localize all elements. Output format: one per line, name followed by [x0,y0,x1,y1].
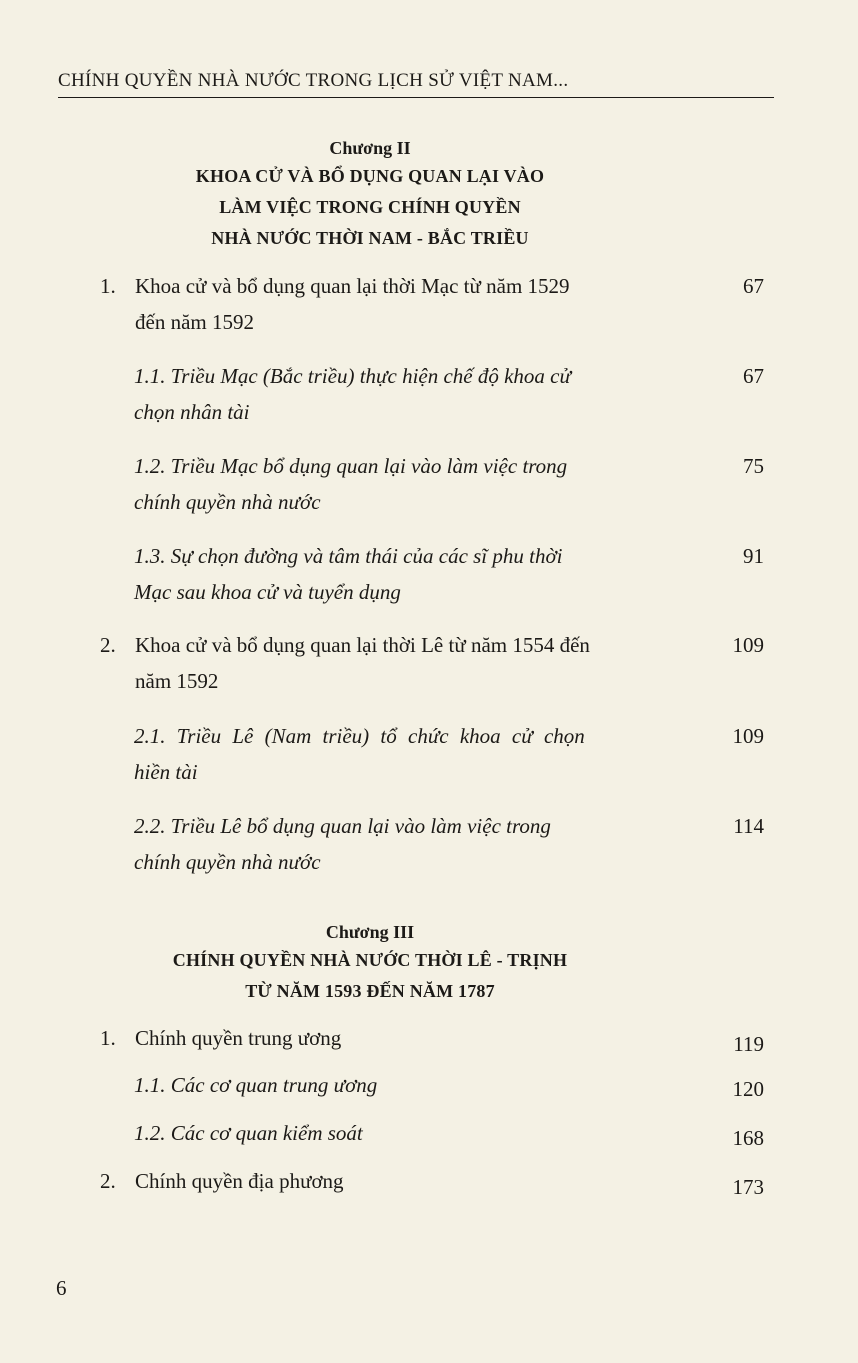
toc-entry-title-line: Khoa cử và bổ dụng quan lại thời Lê từ năm 1554 đến [135,633,590,657]
toc-entry-page: 120 [732,1077,764,1101]
toc-entry[interactable] [100,627,764,699]
chapter-3-title-line-1: CHÍNH QUYỀN NHÀ NƯỚC THỜI LÊ - TRỊNH [172,950,568,970]
toc-entry-title [135,1163,675,1199]
toc-entry-title [134,1067,679,1103]
toc-entry-title-line: 2.2. Triều Lê bổ dụng quan lại vào làm việc trong [134,814,551,838]
toc-entry-page: 168 [732,1126,764,1150]
chapter-2-title-line-1: KHOA CỬ VÀ BỔ DỤNG QUAN LẠI VÀO [195,166,545,186]
toc-entry-number: 2. [100,633,116,657]
toc-entry-title-line: chọn nhân tài [134,400,250,424]
toc-entry-page: 67 [743,274,764,298]
toc-entry-title-line: Khoa cử và bổ dụng quan lại thời Mạc từ năm 1529 [135,274,570,298]
toc-entry-page: 67 [743,364,764,388]
chapter-3-label: Chương III [325,922,415,942]
chapter-3-heading [110,922,630,1007]
toc-entry-title-line: 1.2. Các cơ quan kiểm soát [134,1121,363,1145]
running-header: CHÍNH QUYỀN NHÀ NƯỚC TRONG LỊCH SỬ VIỆT NAM... [58,70,569,91]
toc-entry-title [134,448,679,520]
toc-entry[interactable] [134,448,764,520]
toc-entry-page: 114 [733,814,764,838]
toc-entry[interactable] [134,718,764,790]
toc-entry[interactable] [134,808,764,880]
toc-entry-title [135,268,675,340]
toc-entry-title [134,1115,679,1151]
toc-entry-title-line: 1.2. Triều Mạc bổ dụng quan lại vào làm việc trong [134,454,568,478]
toc-entry-page: 75 [743,454,764,478]
toc-entry-title [135,1020,675,1056]
toc-entry-title-line: Chính quyền trung ương [135,1026,342,1050]
toc-entry-title-line: hiền tài [134,760,198,784]
toc-entry-title [135,627,675,699]
toc-entry-page: 91 [743,544,764,568]
toc-entry-page: 109 [732,633,764,657]
toc-entry-number: 1. [100,1026,116,1050]
toc-entry-title [134,358,679,430]
toc-entry-title-line: năm 1592 [135,669,219,693]
toc-entry[interactable] [100,1163,764,1199]
toc-entry-number: 1. [100,274,116,298]
header-rule [58,97,774,98]
toc-entry[interactable] [134,1067,764,1103]
toc-entry-page: 173 [732,1175,764,1199]
toc-entry-title-line: 1.1. Các cơ quan trung ương [134,1073,378,1097]
page-number: 6 [56,1276,67,1300]
toc-entry-title-line: chính quyền nhà nước [134,850,321,874]
toc-entry-number: 2. [100,1169,116,1193]
toc-entry-title-line: 1.1. Triều Mạc (Bắc triều) thực hiện chế độ khoa cử [134,364,571,388]
toc-entry-title [134,718,679,790]
toc-entry[interactable] [100,268,764,340]
toc-entry-title-line: Mạc sau khoa cử và tuyển dụng [134,580,401,604]
chapter-2-title-line-3: NHÀ NƯỚC THỜI NAM - BẮC TRIỀU [211,228,529,248]
toc-entry-title-line: đến năm 1592 [135,310,254,334]
toc-entry[interactable] [100,1020,764,1056]
toc-entry-title-line: 2.1. Triều Lê (Nam triều) tổ chức khoa cử chọn [134,724,585,748]
chapter-2-heading [110,138,630,254]
toc-entry-title-line: 1.3. Sự chọn đường và tâm thái của các sĩ phu thời [134,544,563,568]
chapter-2-title-line-2: LÀM VIỆC TRONG CHÍNH QUYỀN [219,197,521,217]
chapter-2-label: Chương II [329,138,411,158]
toc-entry-title-line: chính quyền nhà nước [134,490,321,514]
toc-entry[interactable] [134,1115,764,1151]
chapter-3-title-line-2: TỪ NĂM 1593 ĐẾN NĂM 1787 [245,981,495,1001]
toc-entry[interactable] [134,538,764,610]
toc-entry-page: 119 [733,1032,764,1056]
toc-entry[interactable] [134,358,764,430]
toc-entry-title [134,538,679,610]
toc-entry-title [134,808,679,880]
toc-entry-page: 109 [732,724,764,748]
toc-entry-title-line: Chính quyền địa phương [135,1169,344,1193]
